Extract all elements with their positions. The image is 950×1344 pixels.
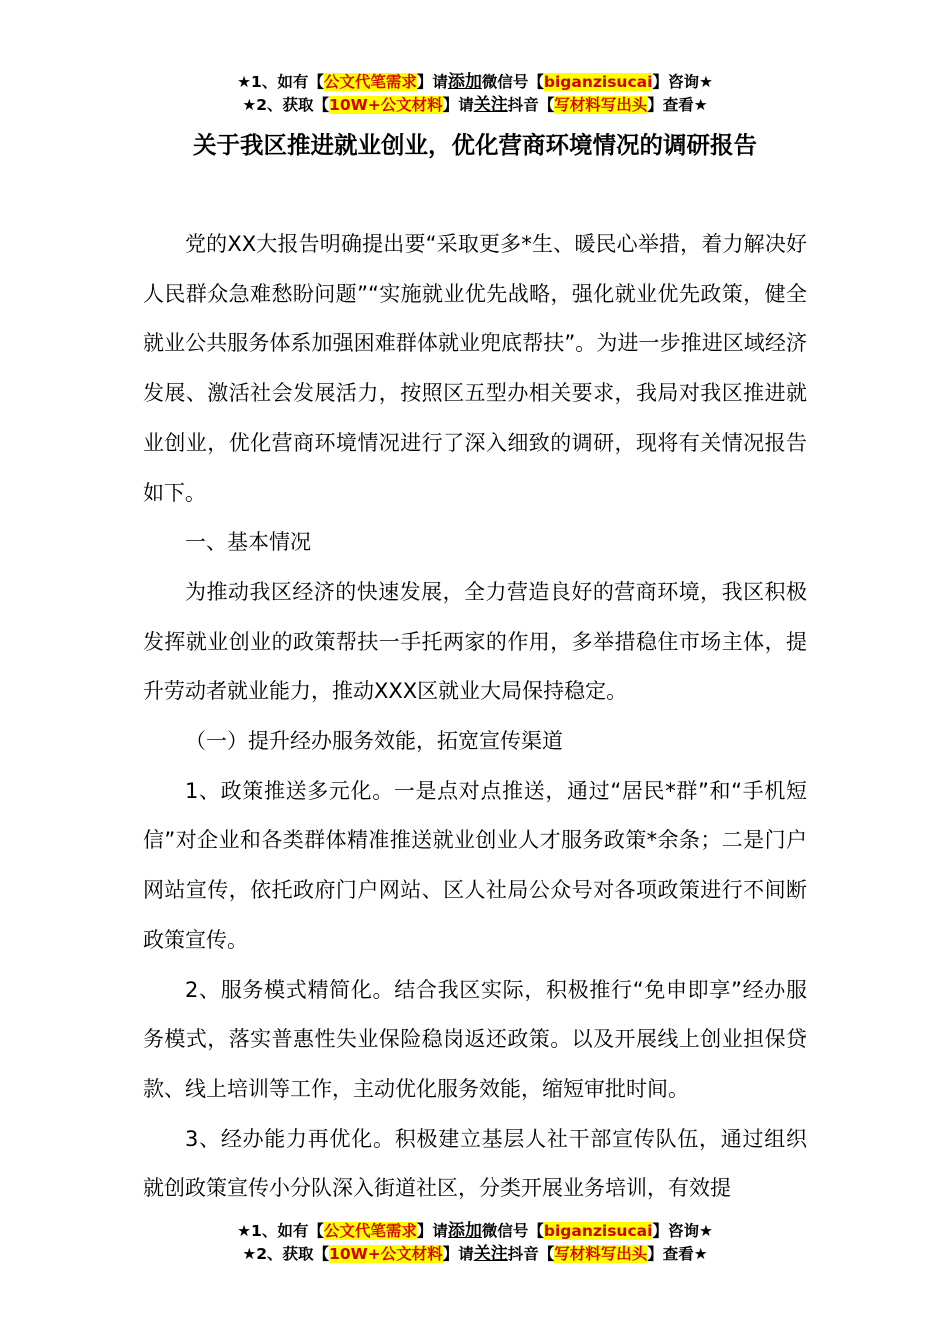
promo-text: 】请 (442, 96, 474, 114)
paragraph-item-3: 3、经办能力再优化。积极建立基层人社干部宣传队伍，通过组织就创政策宣传小分队深入街道社区，分类开展业务培训，有效提 (143, 1126, 807, 1201)
promo-text: 】咨询★ (652, 1222, 713, 1240)
promo-text: 抖音【 (507, 1245, 555, 1263)
promo-highlight: 10W+公文材料 (329, 1245, 443, 1263)
promo-text: 】请 (416, 1222, 448, 1240)
promo-text: ★1、如有【 (237, 1222, 324, 1240)
promo-text: 微信号【 (481, 73, 544, 91)
promo-wechat-id: biganzisucai (543, 73, 653, 91)
promo-text: 】查看★ (647, 96, 708, 114)
promo-banner-bottom (0, 1220, 950, 1266)
promo-line-2 (0, 94, 950, 117)
paragraph-item-1: 1、政策推送多元化。一是点对点推送，通过“居民*群”和“手机短信”对企业和各类群体精准推送就业创业人才服务政策*余条；二是门户网站宣传，依托政府门户网站、区人社局公众号对各项政策进行不间断政策宣传。 (143, 778, 807, 952)
promo-emphasis: 添加 (447, 72, 482, 92)
promo-douyin-id: 写材料写出头 (554, 96, 648, 114)
promo-highlight: 公文代笔需求 (323, 1222, 417, 1240)
section-heading: 一、基本情况 (185, 530, 311, 555)
promo-emphasis: 关注 (473, 1244, 508, 1264)
promo-emphasis: 添加 (447, 1221, 482, 1241)
promo-banner-top (0, 71, 950, 117)
promo-emphasis: 关注 (473, 95, 508, 115)
promo-highlight: 10W+公文材料 (329, 96, 443, 114)
document-title: 关于我区推进就业创业，优化营商环境情况的调研报告 (193, 131, 757, 159)
promo-line-1 (0, 1220, 950, 1243)
promo-text: ★2、获取【 (242, 96, 330, 114)
paragraph-item-2: 2、服务模式精简化。结合我区实际，积极推行“免申即享”经办服务模式，落实普惠性失业保险稳岗返还政策。以及开展线上创业担保贷款、线上培训等工作，主动优化服务效能，缩短审批时间。 (143, 977, 807, 1101)
promo-text: 抖音【 (507, 96, 555, 114)
promo-text: ★2、获取【 (242, 1245, 330, 1263)
document-body (143, 220, 807, 1214)
promo-line-1 (0, 71, 950, 94)
promo-text: 微信号【 (481, 1222, 544, 1240)
promo-text: 】请 (442, 1245, 474, 1263)
promo-text: 】查看★ (647, 1245, 708, 1263)
promo-text: 】请 (416, 73, 448, 91)
promo-douyin-id: 写材料写出头 (554, 1245, 648, 1263)
promo-wechat-id: biganzisucai (543, 1222, 653, 1240)
promo-text: ★1、如有【 (237, 73, 324, 91)
promo-line-2 (0, 1243, 950, 1266)
paragraph-basic: 为推动我区经济的快速发展，全力营造良好的营商环境，我区积极发挥就业创业的政策帮扶一手托两家的作用，多举措稳住市场主体，提升劳动者就业能力，推动XXX区就业大局保持稳定。 (143, 579, 807, 704)
subsection-heading: （一）提升经办服务效能，拓宽宣传渠道 (185, 729, 563, 754)
paragraph-intro: 党的XX大报告明确提出要“采取更多*生、暖民心举措，着力解决好人民群众急难愁盼问题”“实施就业优先战略，强化就业优先政策，健全就业公共服务体系加强困难群体就业兜底帮扶”。为进一步推进区域经济发展、激活社会发展活力，按照区五型办相关要求，我局对我区推进就业创业，优化营商环境情况进行了深入细致的调研，现将有关情况报告如下。 (143, 232, 807, 505)
promo-highlight: 公文代笔需求 (323, 73, 417, 91)
promo-text: 】咨询★ (652, 73, 713, 91)
